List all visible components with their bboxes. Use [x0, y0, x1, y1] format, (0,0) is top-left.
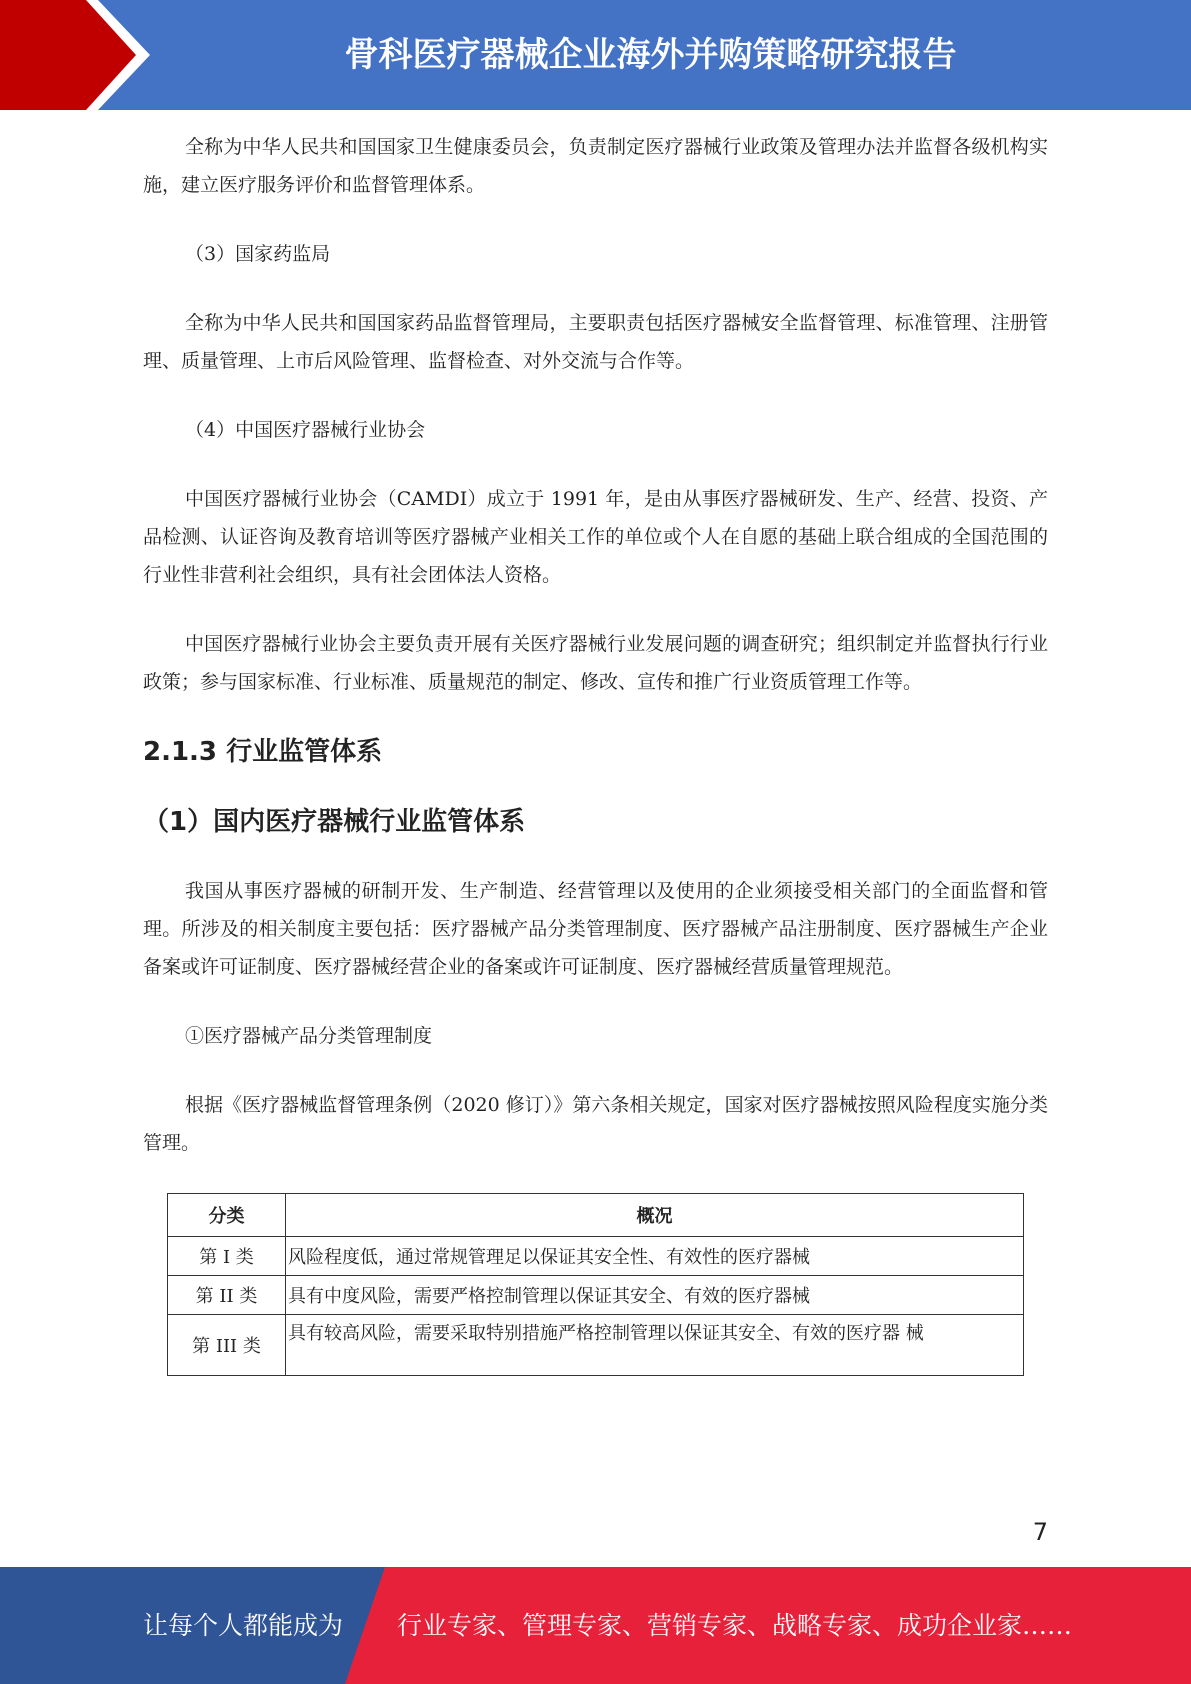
table-row [168, 1315, 1024, 1376]
paragraph: 全称为中华人民共和国国家卫生健康委员会，负责制定医疗器械行业政策及管理办法并监督各级机构实施，建立医疗服务评价和监督管理体系。 [143, 136, 1048, 196]
section-heading: 2.1.3 行业监管体系 [143, 737, 383, 767]
table-cell-class: 第 III 类 [168, 1315, 286, 1376]
footer-slogan-left: 让每个人都能成为 [143, 1611, 344, 1640]
paragraph: 中国医疗器械行业协会（CAMDI）成立于 1991 年，是由从事医疗器械研发、生产、经营、投资、产品检测、认证咨询及教育培训等医疗器械产业相关工作的单位或个人在自愿的基础上联合组成的全国范围的行业性非营利社会组织，具有社会团体法人资格。 [143, 488, 1048, 586]
table-header-row [168, 1194, 1024, 1237]
paragraph: 全称为中华人民共和国国家药品监督管理局，主要职责包括医疗器械安全监督管理、标准管理、注册管理、质量管理、上市后风险管理、监督检查、对外交流与合作等。 [143, 312, 1048, 372]
paragraph: 中国医疗器械行业协会主要负责开展有关医疗器械行业发展问题的调查研究；组织制定并监督执行行业政策；参与国家标准、行业标准、质量规范的制定、修改、宣传和推广行业资质管理工作等。 [143, 633, 1048, 693]
page-header [0, 0, 1191, 110]
paragraph: 我国从事医疗器械的研制开发、生产制造、经营管理以及使用的企业须接受相关部门的全面监督和管理。所涉及的相关制度主要包括：医疗器械产品分类管理制度、医疗器械产品注册制度、医疗器械生产企业备案或许可证制度、医疗器械经营企业的备案或许可证制度、医疗器械经营质量管理规范。 [143, 880, 1048, 978]
table-header-cell: 分类 [168, 1194, 286, 1237]
table-cell-class: 第 II 类 [168, 1276, 286, 1315]
list-item-heading: （4）中国医疗器械行业协会 [185, 419, 426, 441]
list-item-heading: （3）国家药监局 [185, 243, 331, 265]
page-content [143, 128, 1048, 1376]
table-cell-desc: 具有中度风险，需要严格控制管理以保证其安全、有效的医疗器械 [286, 1276, 1024, 1315]
classification-table [167, 1193, 1024, 1376]
table-header-cell: 概况 [286, 1194, 1024, 1237]
table-row [168, 1276, 1024, 1315]
paragraph: 根据《医疗器械监督管理条例（2020 修订）》第六条相关规定，国家对医疗器械按照风险程度实施分类管理。 [143, 1094, 1048, 1154]
table-row [168, 1237, 1024, 1276]
page-number: 7 [1032, 1518, 1048, 1546]
table-cell-desc: 风险程度低，通过常规管理足以保证其安全性、有效性的医疗器械 [286, 1237, 1024, 1276]
list-item-heading: ①医疗器械产品分类管理制度 [185, 1025, 433, 1047]
report-title: 骨科医疗器械企业海外并购策略研究报告 [344, 35, 957, 75]
page-footer [0, 1567, 1191, 1684]
table-cell-desc: 具有较高风险，需要采取特别措施严格控制管理以保证其安全、有效的医疗器 械 [286, 1315, 1024, 1376]
table-cell-class: 第 I 类 [168, 1237, 286, 1276]
footer-slogan-right: 行业专家、管理专家、营销专家、战略专家、成功企业家…… [397, 1611, 1073, 1640]
subsection-heading: （1）国内医疗器械行业监管体系 [143, 807, 526, 837]
